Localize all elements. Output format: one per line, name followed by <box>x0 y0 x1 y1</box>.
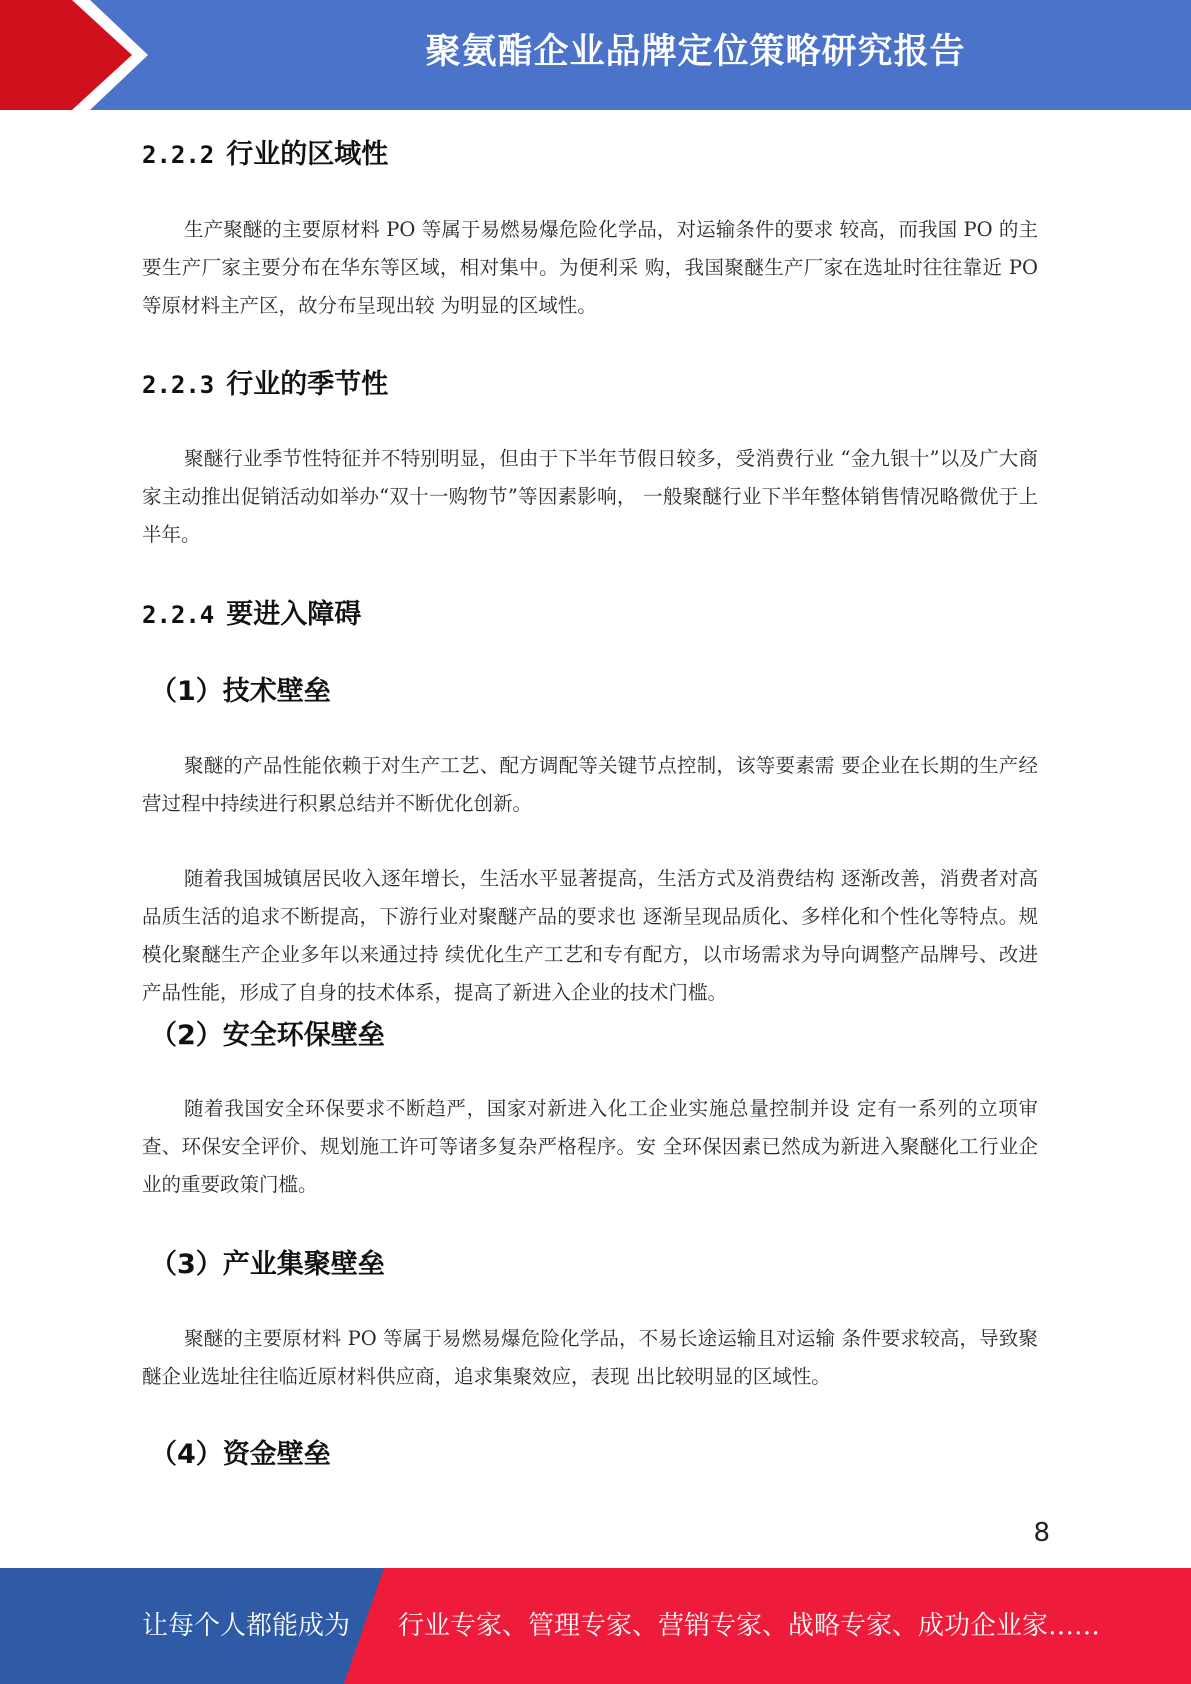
page-number: 8 <box>1033 1518 1050 1548</box>
report-title: 聚氨酯企业品牌定位策略研究报告 <box>425 32 966 72</box>
subheading-cluster-barrier: （3）产业集聚壁垒 <box>150 1249 385 1280</box>
section-number: 2.2.4 <box>142 601 215 629</box>
section-heading-2-2-4 <box>142 592 361 631</box>
header-arrow-decoration <box>0 0 160 110</box>
paragraph-safety: 随着我国安全环保要求不断趋严，国家对新进入化工企业实施总量控制并设 定有一系列的立项审查、环保安全评价、规划施工许可等诸多复杂严格程序。安 全环保因素已然成为新进入聚醚化工行业企业的重要政策门槛。 <box>142 1097 1038 1196</box>
page-header <box>0 0 1191 110</box>
footer-slogan-right: 行业专家、管理专家、营销专家、战略专家、成功企业家…… <box>398 1611 1101 1641</box>
paragraph-cluster: 聚醚的主要原材料 PO 等属于易燃易爆危险化学品，不易长途运输且对运输 条件要求较高，导致聚醚企业选址往往临近原材料供应商，追求集聚效应，表现 出比较明显的区域性。 <box>142 1327 1038 1388</box>
paragraph-technology-2: 随着我国城镇居民收入逐年增长，生活水平显著提高，生活方式及消费结构 逐渐改善，消费者对高品质生活的追求不断提高，下游行业对聚醚产品的要求也 逐渐呈现品质化、多样化和个性化等特点。规模化聚醚生产企业多年以来通过持 续优化生产工艺和专有配方，以市场需求为导向调整产品牌号、改进产品性能，形成了自身的技术体系，提高了新进入企业的技术门槛。 <box>142 867 1038 1004</box>
page-footer <box>0 1568 1191 1684</box>
section-heading-2-2-2 <box>142 132 388 171</box>
paragraph-regional: 生产聚醚的主要原材料 PO 等属于易燃易爆危险化学品，对运输条件的要求 较高，而我国 PO 的主要生产厂家主要分布在华东等区域，相对集中。为便利采 购，我国聚醚生产厂家在选址时往往靠近 PO 等原材料主产区，故分布呈现出较 为明显的区域性。 <box>142 218 1038 317</box>
section-title: 要进入障碍 <box>226 599 362 630</box>
paragraph-technology-1: 聚醚的产品性能依赖于对生产工艺、配方调配等关键节点控制，该等要素需 要企业在长期的生产经营过程中持续进行积累总结并不断优化创新。 <box>142 754 1038 815</box>
footer-slogan-left: 让每个人都能成为 <box>142 1611 351 1641</box>
section-title: 行业的季节性 <box>226 369 389 400</box>
section-number: 2.2.3 <box>142 371 215 399</box>
subheading-technology-barrier: （1）技术壁垒 <box>150 676 331 707</box>
section-title: 行业的区域性 <box>226 139 389 170</box>
section-heading-2-2-3 <box>142 362 388 401</box>
subheading-capital-barrier: （4）资金壁垒 <box>150 1439 331 1470</box>
subheading-safety-barrier: （2）安全环保壁垒 <box>150 1020 385 1051</box>
paragraph-seasonal: 聚醚行业季节性特征并不特别明显，但由于下半年节假日较多，受消费行业 “金九银十”以及广大商家主动推出促销活动如举办“双十一购物节”等因素影响， 一般聚醚行业下半年整体销售情况略微优于上半年。 <box>142 447 1038 546</box>
section-number: 2.2.2 <box>142 141 215 169</box>
